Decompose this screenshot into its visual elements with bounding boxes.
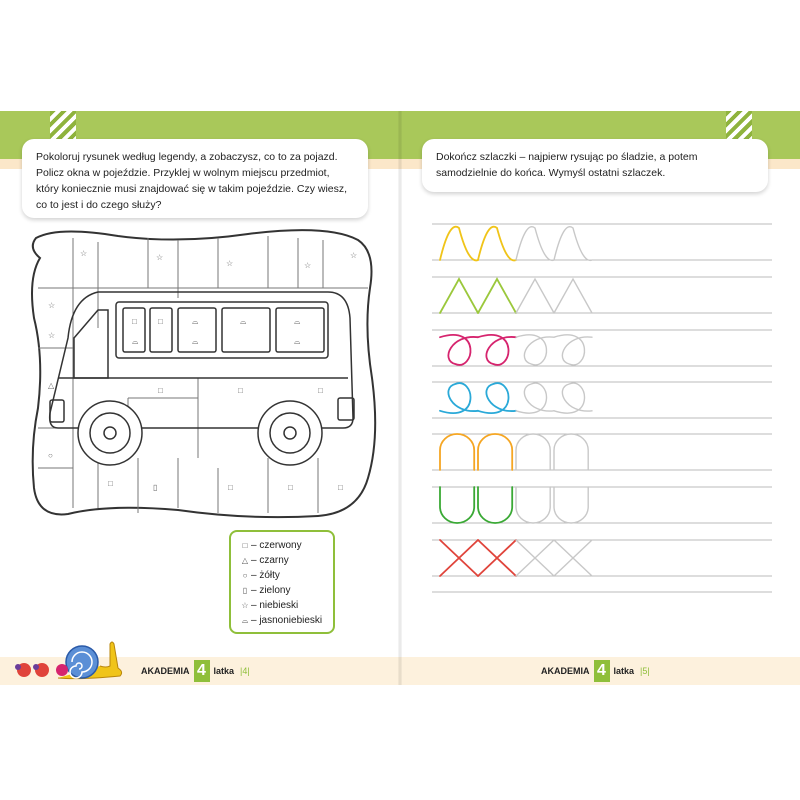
pattern-stroke (440, 540, 478, 576)
footer-logo-right (541, 658, 650, 684)
pattern-stroke (440, 335, 478, 365)
task-instruction-left (22, 139, 368, 218)
brand-name: AKADEMIA (141, 666, 190, 676)
page-number: |5| (640, 666, 650, 676)
legend-item (239, 613, 325, 628)
svg-text:☆: ☆ (80, 249, 88, 258)
svg-text:⌓: ⌓ (192, 317, 199, 326)
svg-text:☆: ☆ (350, 251, 358, 260)
snail-mascot-illustration (10, 638, 130, 682)
svg-text:□: □ (238, 386, 243, 395)
pattern-stroke (478, 335, 516, 365)
pattern-stroke (478, 227, 516, 261)
pattern-stroke (516, 540, 554, 576)
svg-text:□: □ (338, 483, 343, 492)
snail-icon (56, 642, 122, 679)
color-legend (229, 530, 335, 634)
pattern-stroke (440, 434, 474, 470)
pattern-stroke (516, 279, 554, 313)
pattern-stroke (554, 487, 588, 523)
pattern-stroke (516, 383, 554, 413)
svg-text:☆: ☆ (48, 301, 56, 310)
pattern-stroke (516, 227, 554, 261)
brand-word: latka (613, 666, 635, 676)
pattern-stroke (516, 335, 554, 365)
legend-label: – czarny (251, 555, 289, 566)
svg-text:□: □ (132, 317, 137, 326)
pattern-stroke (478, 434, 512, 470)
pattern-stroke (440, 383, 478, 413)
pattern-stroke (440, 227, 478, 261)
tracing-patterns (432, 212, 792, 622)
svg-text:▯: ▯ (153, 483, 158, 492)
brand-word: latka (213, 666, 235, 676)
instruction-text: Dokończ szlaczki – najpierw rysując po śladzie, a potem samodzielnie do końca. Wymyśl ostatni szlaczek. (436, 151, 698, 179)
legend-label: – jasnoniebieski (251, 615, 323, 626)
svg-text:□: □ (158, 317, 163, 326)
page-number: |4| (240, 666, 250, 676)
pattern-stroke (516, 487, 550, 523)
legend-label: – niebieski (251, 600, 299, 611)
legend-label: – żółty (251, 570, 280, 581)
legend-item (239, 598, 325, 613)
legend-label: – zielony (251, 585, 291, 596)
legend-item (239, 553, 325, 568)
pattern-stroke (478, 383, 516, 413)
legend-label: – czerwony (251, 540, 302, 551)
svg-text:⌓: ⌓ (192, 337, 199, 346)
svg-text:□: □ (288, 483, 293, 492)
rectangle-icon: ▯ (242, 586, 248, 595)
task-instruction-right (422, 139, 768, 192)
semicircle-icon: ⌓ (241, 615, 249, 625)
pattern-stroke (554, 434, 588, 470)
pattern-stroke (478, 487, 512, 523)
svg-text:□: □ (228, 483, 233, 492)
star-icon: ☆ (241, 601, 249, 610)
svg-text:⌓: ⌓ (294, 317, 301, 326)
pattern-stroke (516, 434, 550, 470)
footer-logo-left (141, 658, 250, 684)
svg-text:☆: ☆ (226, 259, 234, 268)
svg-text:⌓: ⌓ (294, 337, 301, 346)
page-gutter (398, 111, 402, 685)
pattern-stroke (554, 279, 592, 313)
svg-text:□: □ (108, 479, 113, 488)
legend-item (239, 583, 325, 598)
brand-number: 4 (594, 660, 610, 682)
instruction-text: Pokoloruj rysunek według legendy, a zobaczysz, co to za pojazd. Policz okna w pojeździe. Przyklej w wolnym miejscu przedmiot, który koniecznie musi znajdować się w takim pojeździe. Czy wiesz, co to jest i do czego służy? (36, 151, 348, 211)
svg-text:△: △ (48, 381, 55, 390)
svg-text:☆: ☆ (304, 261, 312, 270)
pattern-stroke (440, 487, 474, 523)
ladybug-icon (15, 663, 49, 677)
pattern-stroke (554, 227, 592, 261)
svg-text:☆: ☆ (156, 253, 164, 262)
square-icon: □ (242, 541, 248, 550)
brand-name: AKADEMIA (541, 666, 590, 676)
picture-outline (32, 230, 375, 517)
pattern-stroke (554, 335, 592, 365)
legend-item (239, 568, 325, 583)
triangle-icon: △ (241, 556, 249, 565)
pattern-stroke (554, 383, 592, 413)
circle-icon: ○ (242, 571, 248, 580)
svg-text:☆: ☆ (48, 331, 56, 340)
svg-text:□: □ (318, 386, 323, 395)
pattern-stroke (554, 540, 592, 576)
pattern-stroke (440, 279, 478, 313)
svg-text:⌓: ⌓ (240, 317, 247, 326)
pattern-stroke (478, 540, 516, 576)
svg-text:⌓: ⌓ (132, 337, 139, 346)
brand-number: 4 (194, 660, 210, 682)
svg-text:□: □ (158, 386, 163, 395)
legend-item (239, 538, 325, 553)
pattern-stroke (478, 279, 516, 313)
bus-coloring-picture (28, 228, 378, 520)
svg-text:○: ○ (48, 451, 53, 460)
